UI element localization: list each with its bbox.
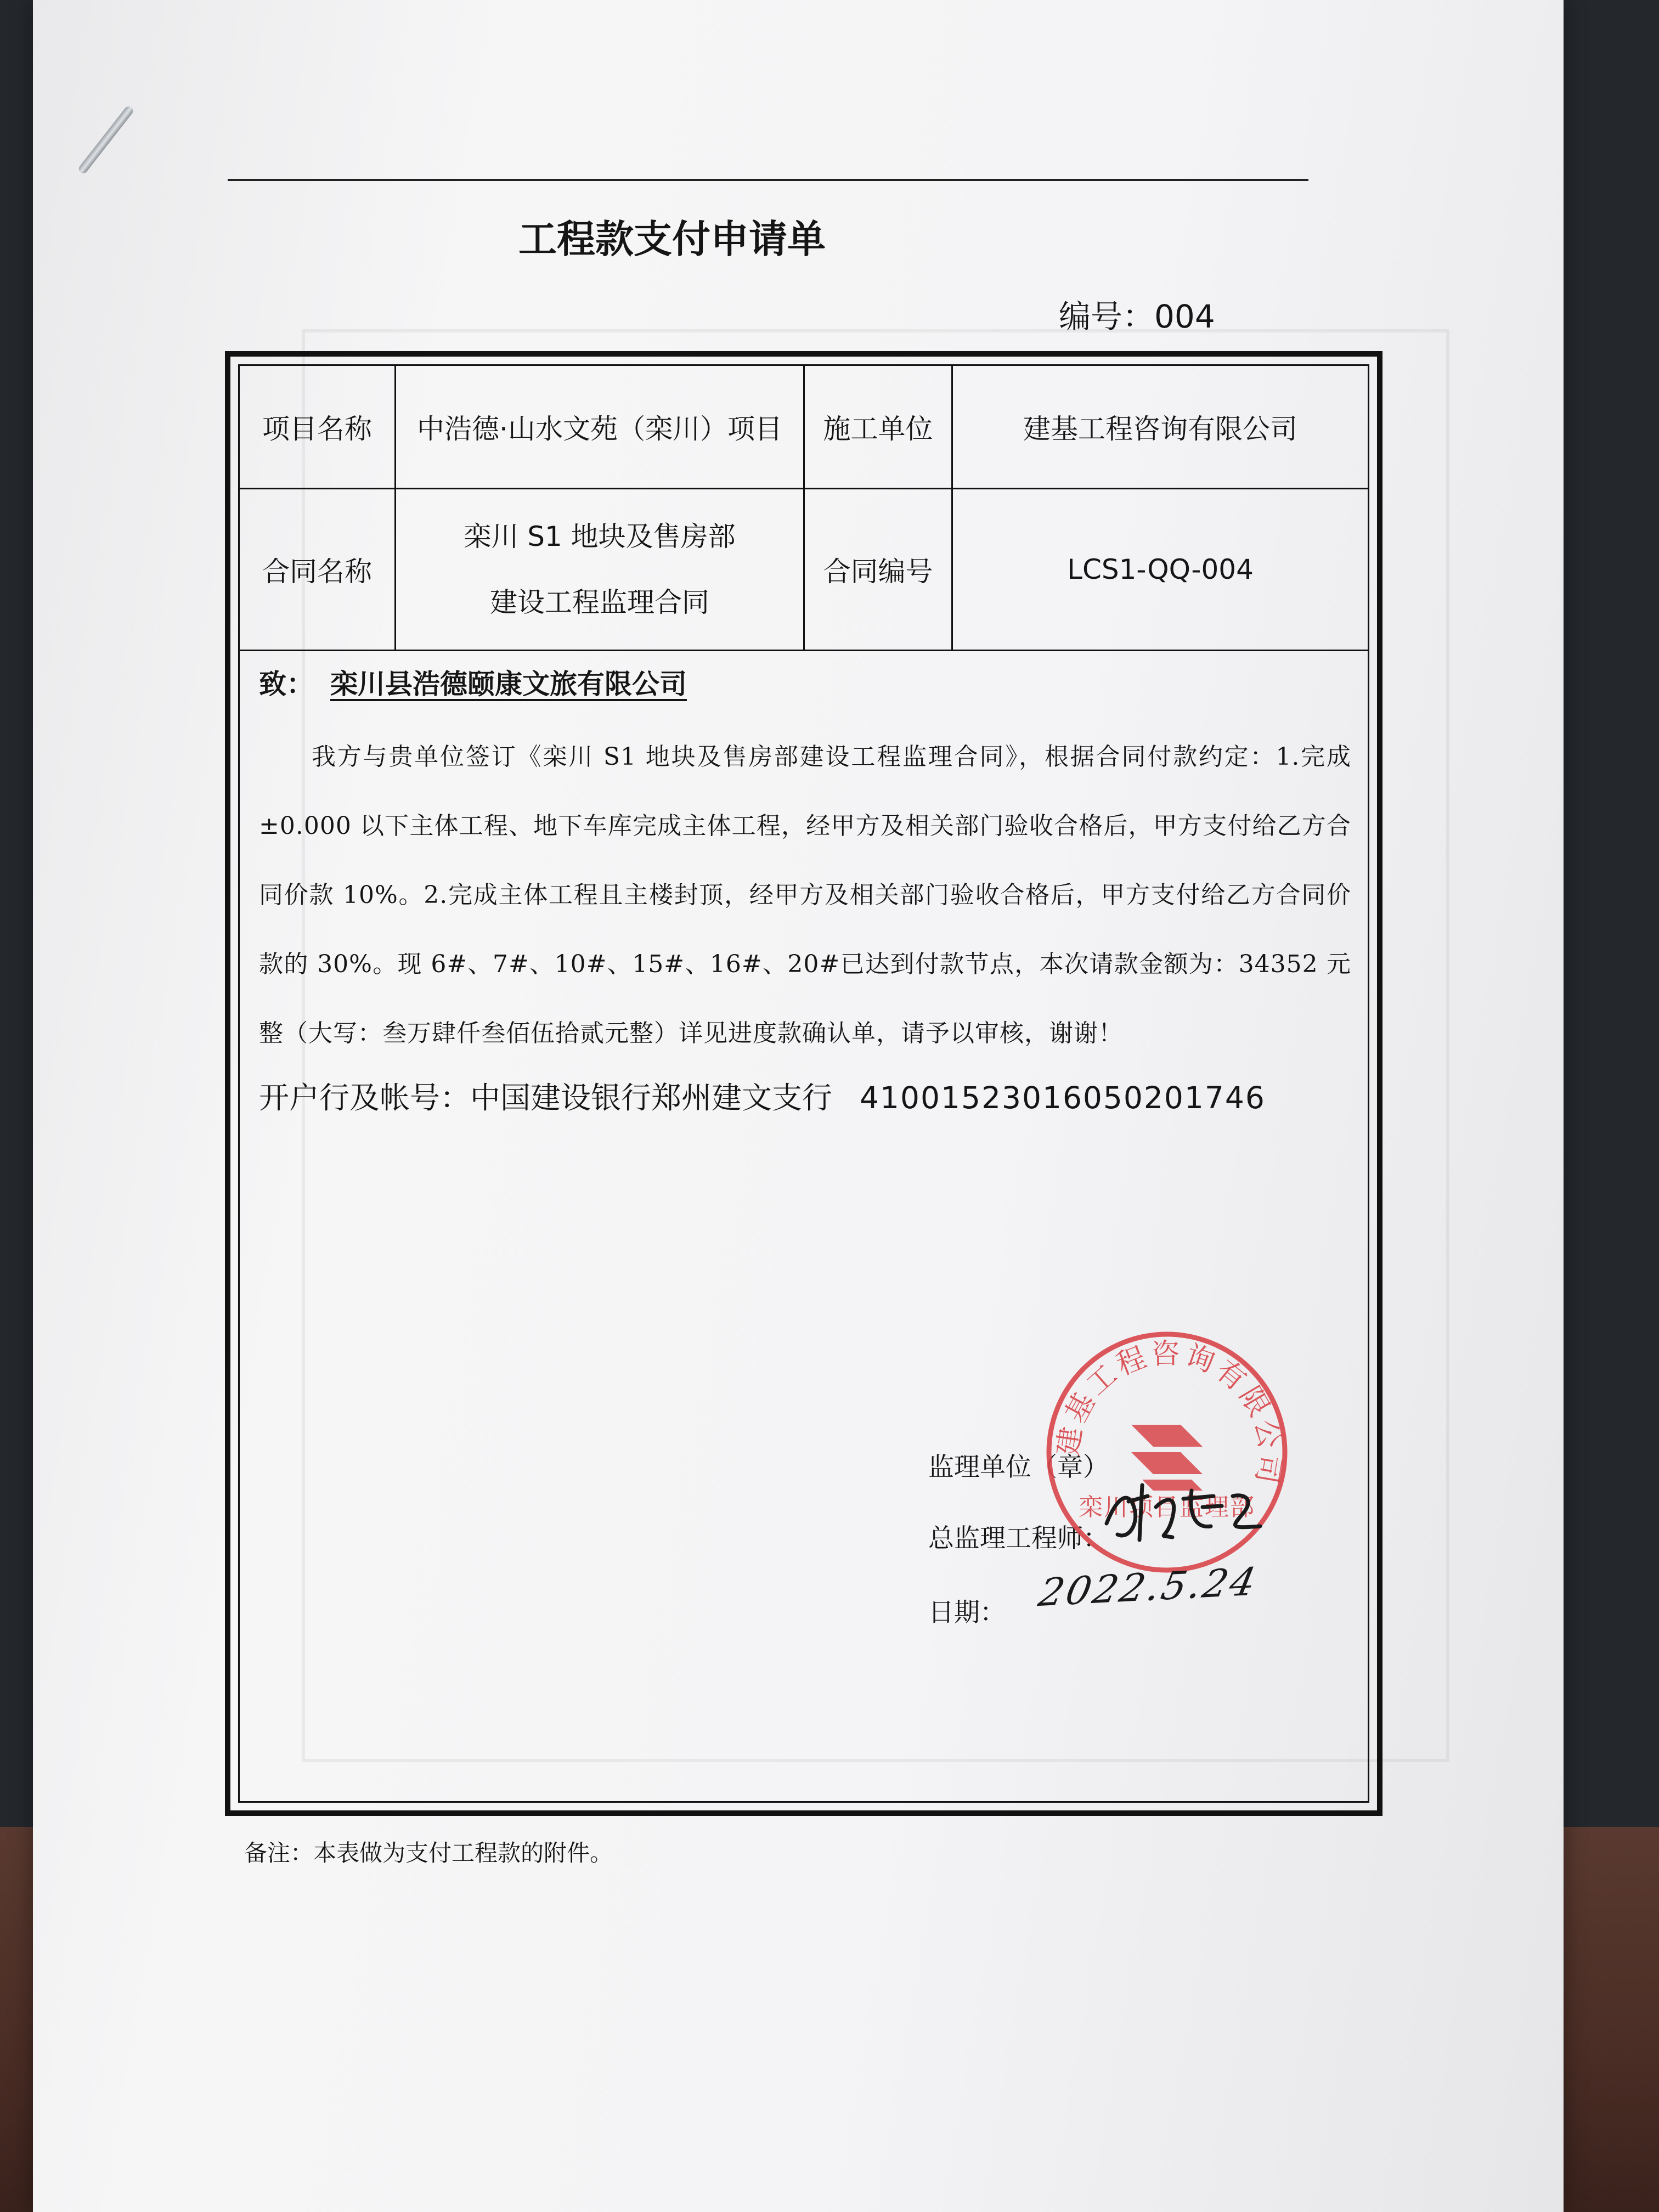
table-row	[240, 489, 1368, 651]
recipient-label: 致：	[259, 668, 314, 700]
contractor-label: 施工单位	[804, 366, 952, 489]
recipient-company: 栾川县浩德颐康文旅有限公司	[330, 668, 687, 700]
document-number-value: 004	[1154, 298, 1215, 335]
contract-name-label: 合同名称	[240, 489, 396, 651]
contractor-value: 建基工程咨询有限公司	[952, 366, 1368, 489]
handwritten-date-text: 2022.5.24	[1035, 1559, 1262, 1616]
info-table	[240, 366, 1368, 651]
request-paragraph: 我方与贵单位签订《栾川 S1 地块及售房部建设工程监理合同》，根据合同付款约定：1.完成±0.000 以下主体工程、地下车库完成主体工程，经甲方及相关部门验收合格后，甲方支付给乙方合同价款 10%。2.完成主体工程且主楼封顶，经甲方及相关部门验收合格后，甲方支付给乙方合同价款的 30%。现 6#、7#、10#、15#、16#、20#已达到付款节点，本次请款金额为：34352 元整（大写：叁万肆仟叁佰伍拾贰元整）详见进度款确认单，请予以审核，谢谢！	[259, 743, 1351, 1047]
contract-name-line-2: 建设工程监理合同	[490, 586, 709, 618]
handwritten-date	[1035, 1559, 1262, 1625]
recipient-line	[259, 662, 1351, 702]
footnote: 备注：本表做为支付工程款的附件。	[244, 1839, 613, 1866]
contract-no-label: 合同编号	[804, 489, 952, 651]
seal-bottom-text: 栾川项目监理部	[1079, 1493, 1255, 1521]
date-label: 日期：	[928, 1598, 1006, 1628]
document-number	[1059, 291, 1215, 337]
contract-name-line-1: 栾川 S1 地块及售房部	[464, 521, 736, 552]
document-title: 工程款支付申请单	[518, 217, 826, 262]
paper-clip-icon	[77, 105, 135, 175]
bank-account-number: 41001523016050201746	[860, 1080, 1266, 1115]
table-row	[240, 366, 1368, 489]
handwritten-signature	[1096, 1474, 1277, 1551]
chief-engineer-label: 总监理工程师：	[928, 1523, 1109, 1554]
contract-name-value	[396, 489, 804, 651]
seal-text: 建基工程咨询有限公司	[1052, 1337, 1287, 1489]
document-number-label: 编号：	[1059, 298, 1155, 335]
paper-sheet	[33, 0, 1564, 2212]
bank-account-line	[259, 1074, 1351, 1117]
form-inner-frame	[238, 364, 1369, 1803]
project-name-label: 项目名称	[240, 366, 396, 489]
contract-no-value: LCS1-QQ-004	[952, 489, 1368, 651]
supervising-unit-label: 监理单位（章）	[928, 1452, 1109, 1482]
letter-body	[259, 662, 1351, 1117]
top-rule	[228, 179, 1308, 181]
form-frame	[225, 351, 1383, 1816]
project-name-value: 中浩德·山水文苑（栾川）项目	[396, 366, 804, 489]
bank-account-label: 开户行及帐号：中国建设银行郑州建文支行	[259, 1080, 833, 1115]
